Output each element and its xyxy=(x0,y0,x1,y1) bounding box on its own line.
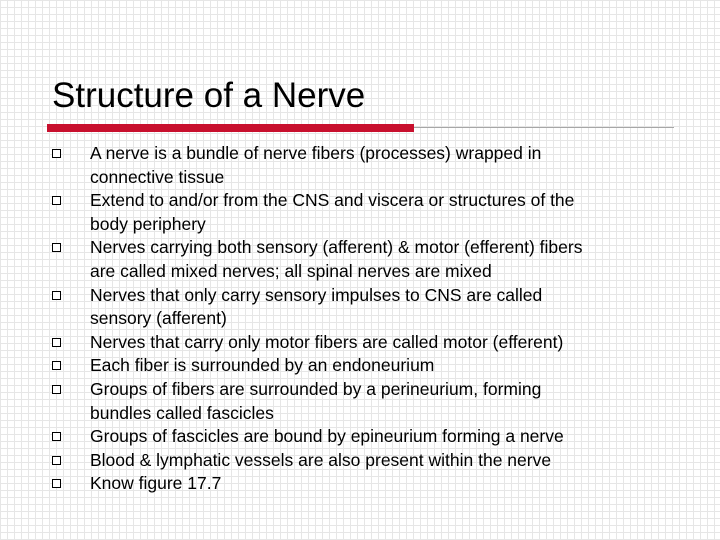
title-underline-accent xyxy=(47,124,414,132)
bullet-text-line: Extend to and/or from the CNS and viscera or structures of the xyxy=(90,190,575,211)
hollow-square-bullet-icon xyxy=(52,385,61,394)
bullet-item xyxy=(0,378,670,425)
bullet-text-line: bundles called fascicles xyxy=(90,402,274,423)
bullet-text-line: Groups of fascicles are bound by epineurium forming a nerve xyxy=(90,426,564,447)
title-underline-rule xyxy=(414,127,674,128)
bullet-item xyxy=(0,472,670,496)
bullet-text-line: A nerve is a bundle of nerve fibers (processes) wrapped in xyxy=(90,143,542,163)
bullet-text-line: Nerves carrying both sensory (afferent) & motor (efferent) fibers xyxy=(90,237,583,258)
bullet-item xyxy=(0,236,670,283)
bullet-text-line: Groups of fibers are surrounded by a perineurium, forming xyxy=(90,378,542,399)
bullet-text-line: Nerves that only carry sensory impulses to CNS are called xyxy=(90,284,543,305)
bullet-text-line: Nerves that carry only motor fibers are called motor (efferent) xyxy=(90,331,564,352)
hollow-square-bullet-icon xyxy=(52,291,61,300)
bullet-list xyxy=(0,142,670,496)
bullet-text-line: are called mixed nerves; all spinal nerves are mixed xyxy=(90,260,492,281)
bullet-item xyxy=(0,142,670,189)
bullet-item xyxy=(0,331,670,355)
slide-title: Structure of a Nerve xyxy=(52,76,366,115)
hollow-square-bullet-icon xyxy=(52,432,61,441)
hollow-square-bullet-icon xyxy=(52,456,61,465)
bullet-text-line: sensory (afferent) xyxy=(90,308,227,329)
bullet-text-line: Blood & lymphatic vessels are also present within the nerve xyxy=(90,449,552,470)
hollow-square-bullet-icon xyxy=(52,243,61,252)
bullet-text-line: Know figure 17.7 xyxy=(90,473,222,494)
hollow-square-bullet-icon xyxy=(52,196,61,205)
hollow-square-bullet-icon xyxy=(52,338,61,347)
bullet-text-line: body periphery xyxy=(90,213,206,234)
bullet-item xyxy=(0,354,670,378)
hollow-square-bullet-icon xyxy=(52,149,61,158)
bullet-item xyxy=(0,449,670,473)
hollow-square-bullet-icon xyxy=(52,479,61,488)
bullet-item xyxy=(0,425,670,449)
bullet-text-line: Each fiber is surrounded by an endoneurium xyxy=(90,355,435,376)
bullet-item xyxy=(0,284,670,331)
bullet-text-line: connective tissue xyxy=(90,166,225,187)
hollow-square-bullet-icon xyxy=(52,361,61,370)
bullet-item xyxy=(0,189,670,236)
